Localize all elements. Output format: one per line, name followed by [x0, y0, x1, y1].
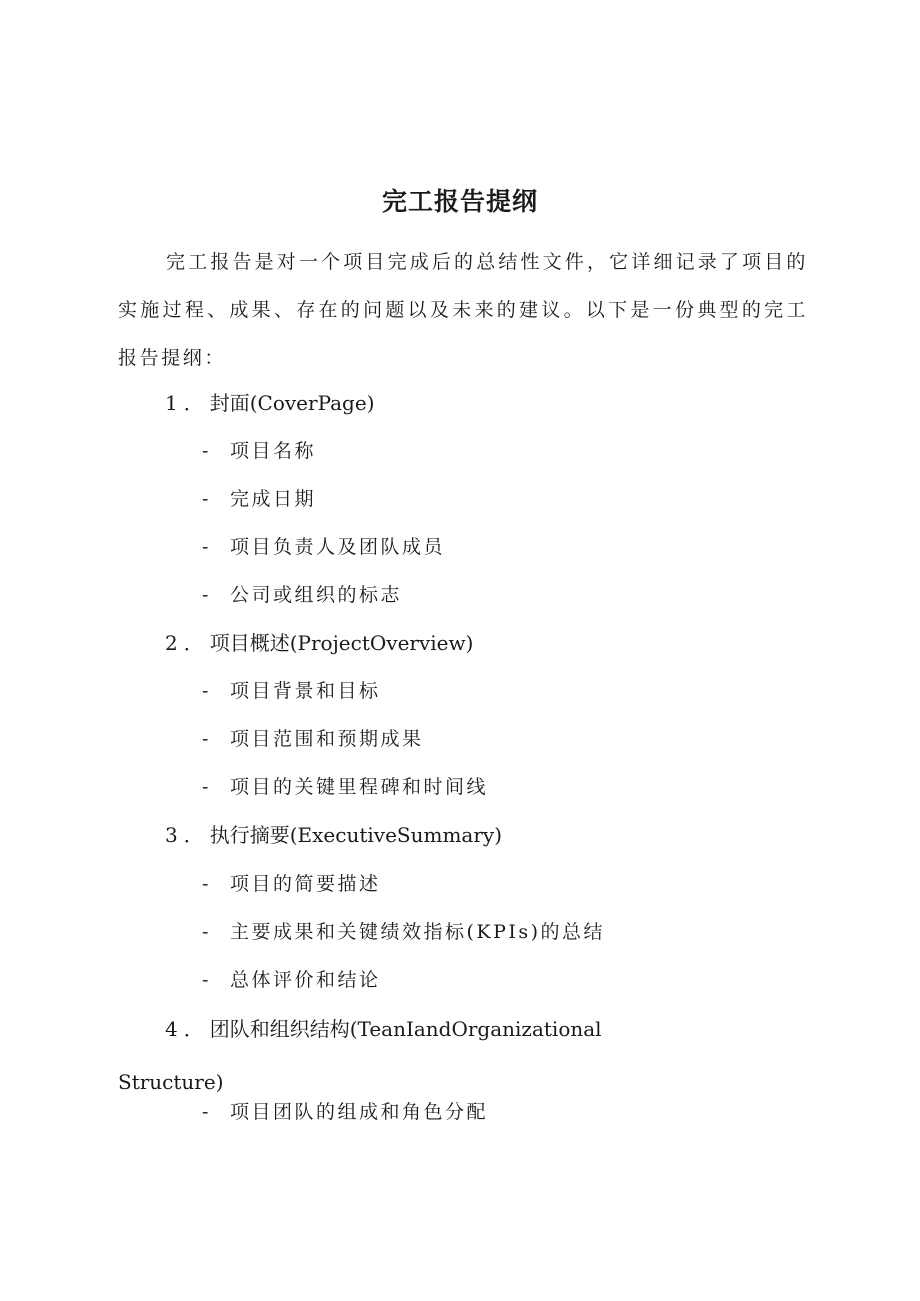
bullet-dash: -: [202, 969, 211, 991]
bullet-dash: -: [202, 873, 211, 895]
list-item-text: 项目的简要描述: [230, 873, 381, 895]
list-item: [202, 772, 488, 802]
bullet-dash: -: [202, 536, 211, 558]
section-number: 3．: [165, 823, 210, 847]
bullet-dash: -: [202, 488, 211, 510]
list-item-text: 项目的关键里程碑和时间线: [230, 776, 489, 798]
list-item: [202, 1097, 488, 1127]
bullet-dash: -: [202, 728, 211, 750]
section-title: 团队和组织结构(TeanIandOrganizational: [209, 1017, 602, 1041]
list-item-text: 主要成果和关键绩效指标(KPIs)的总结: [230, 921, 606, 943]
bullet-dash: -: [202, 1101, 211, 1123]
list-item-text: 项目范围和预期成果: [230, 728, 424, 750]
intro-paragraph: 完工报告是对一个项目完成后的总结性文件，它详细记录了项目的实施过程、成果、存在的问题以及未来的建议。以下是一份典型的完工报告提纲：: [118, 251, 808, 369]
section-number: 2．: [165, 631, 210, 655]
list-item: [202, 917, 605, 947]
document-title: 完工报告提纲: [381, 187, 538, 216]
section-number: 1．: [165, 391, 210, 415]
list-item-text: 项目团队的组成和角色分配: [230, 1101, 489, 1123]
section-heading-project-overview: [165, 628, 473, 658]
list-item: [202, 965, 381, 995]
list-item-text: 项目名称: [230, 440, 317, 462]
section-number: 4．: [165, 1017, 210, 1041]
section-heading-executive-summary: [165, 820, 502, 850]
section-heading-cover-page: [165, 388, 375, 418]
list-item-text: 项目背景和目标: [230, 680, 381, 702]
list-item-text: 完成日期: [230, 488, 317, 510]
section-heading-team-structure: [165, 1014, 602, 1044]
section-title: 封面(CoverPage): [209, 391, 375, 415]
bullet-dash: -: [202, 440, 211, 462]
list-item-text: 总体评价和结论: [230, 969, 381, 991]
section-title: 执行摘要(ExecutiveSummary): [209, 823, 502, 847]
list-item: [202, 484, 316, 514]
bullet-dash: -: [202, 776, 211, 798]
section-heading-continuation: Structure): [118, 1070, 224, 1094]
list-item-text: 项目负责人及团队成员: [230, 536, 446, 558]
list-item: [202, 676, 381, 706]
list-item: [202, 869, 381, 899]
list-item: [202, 532, 445, 562]
bullet-dash: -: [202, 584, 211, 606]
section-title: 项目概述(ProjectOverview): [209, 631, 474, 655]
bullet-dash: -: [202, 680, 211, 702]
list-item: [202, 580, 402, 610]
bullet-dash: -: [202, 921, 211, 943]
list-item: [202, 724, 424, 754]
list-item-text: 公司或组织的标志: [230, 584, 403, 606]
list-item: [202, 436, 316, 466]
